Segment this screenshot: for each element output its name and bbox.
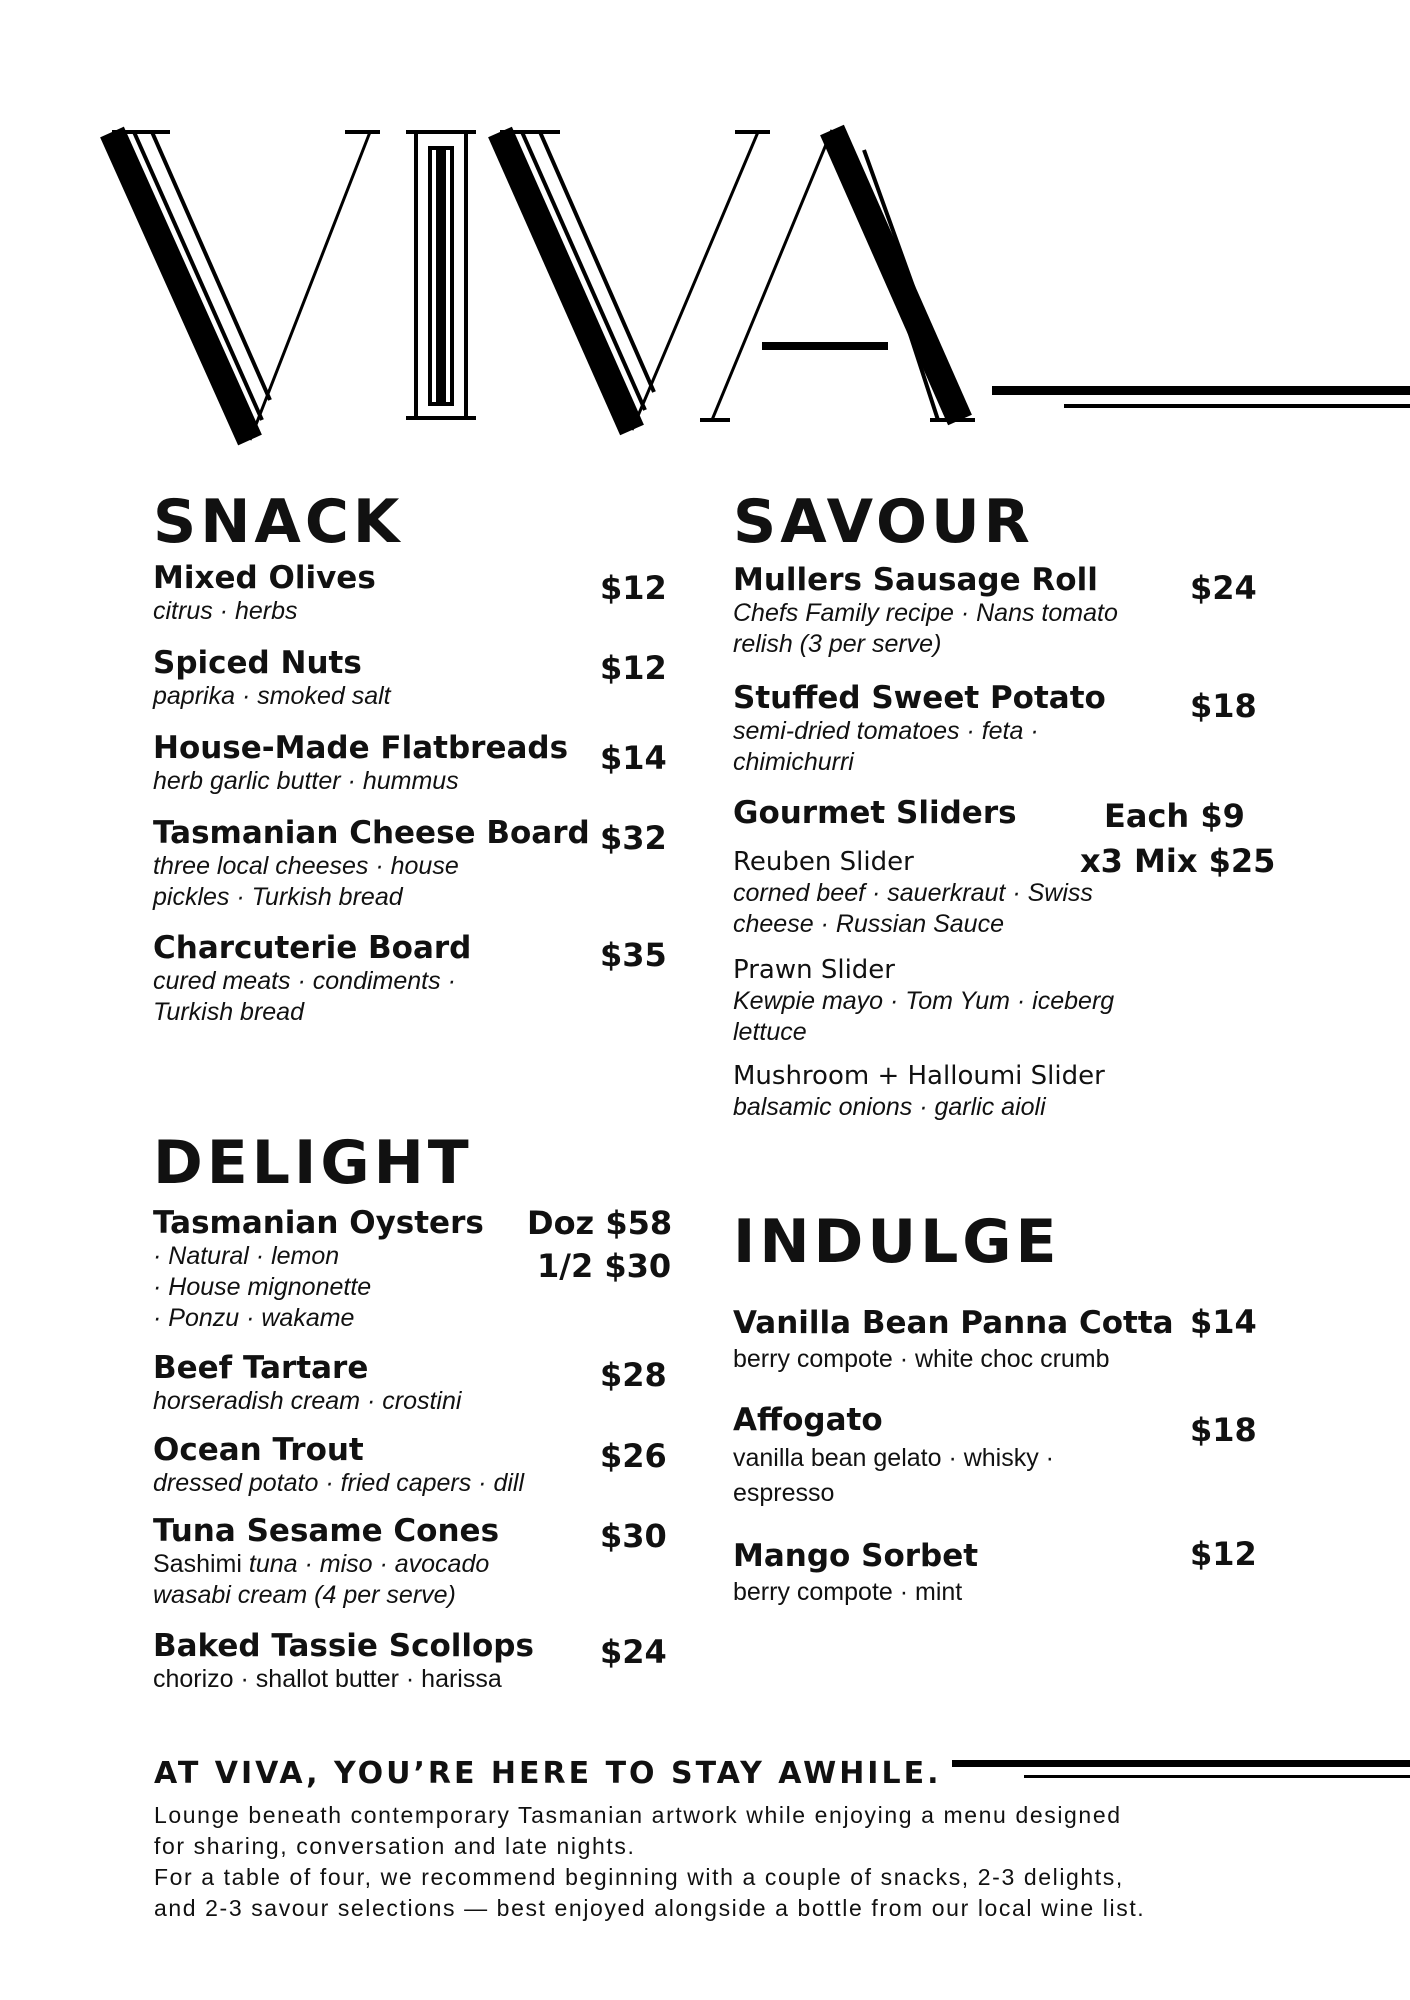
item-name: Mango Sorbet (733, 1538, 979, 1574)
item-price: $18 (1190, 687, 1257, 725)
menu-item (153, 560, 376, 627)
item-price: x3 Mix $25 (1080, 842, 1276, 880)
item-desc: berry compote · mint (733, 1578, 963, 1606)
item-name: Mushroom + Halloumi Slider (733, 1061, 1105, 1091)
item-price: $14 (600, 739, 667, 777)
menu-item (733, 562, 1118, 660)
indulge-title: INDULGE (733, 1207, 1061, 1277)
item-desc: semi-dried tomatoes · feta · (733, 717, 1039, 745)
item-price: Each $9 (1104, 797, 1245, 835)
item-price: $30 (600, 1517, 667, 1555)
item-name: Beef Tartare (153, 1350, 369, 1386)
item-desc: paprika · smoked salt (153, 682, 391, 710)
item-price: $35 (600, 936, 667, 974)
item-name: Prawn Slider (733, 955, 895, 985)
item-desc: Turkish bread (153, 998, 304, 1026)
item-price: $32 (600, 819, 667, 857)
item-desc-prefix: Sashimi (153, 1550, 242, 1578)
item-name: Reuben Slider (733, 847, 914, 877)
item-name: Spiced Nuts (153, 645, 362, 681)
item-name: Baked Tassie Scollops (153, 1628, 534, 1664)
item-price: $26 (600, 1437, 667, 1475)
item-desc: espresso (733, 1479, 835, 1507)
item-name: Tasmanian Oysters (153, 1205, 484, 1241)
item-desc: corned beef · sauerkraut · Swiss (733, 879, 1093, 907)
item-name: Tasmanian Cheese Board (153, 815, 590, 851)
item-desc: · Ponzu · wakame (153, 1304, 355, 1332)
item-price: $24 (1190, 569, 1257, 607)
item-name: House-Made Flatbreads (153, 730, 569, 766)
item-name: Ocean Trout (153, 1432, 364, 1468)
menu-item (733, 680, 1106, 778)
menu-item (153, 930, 471, 1028)
item-price: $28 (600, 1356, 667, 1394)
item-desc: balsamic onions · garlic aioli (733, 1093, 1046, 1121)
item-desc-rest: tuna · miso · avocado (241, 1550, 490, 1578)
item-desc: dressed potato · fried capers · dill (153, 1469, 525, 1497)
item-price: 1/2 $30 (537, 1247, 672, 1285)
item-desc: cheese · Russian Sauce (733, 910, 1004, 938)
item-desc: vanilla bean gelato · whisky · (733, 1444, 1054, 1472)
menu-item (153, 645, 391, 712)
footer-tagline: AT VIVA, YOU’RE HERE TO STAY AWHILE. (154, 1756, 942, 1791)
item-desc: wasabi cream (4 per serve) (153, 1581, 456, 1609)
snack-title: SNACK (153, 487, 404, 557)
footer-text: for sharing, conversation and late nights. (154, 1833, 636, 1859)
footer-text: Lounge beneath contemporary Tasmanian artwork while enjoying a menu designed (154, 1802, 1122, 1828)
item-desc: · House mignonette (153, 1273, 372, 1301)
footer-text: For a table of four, we recommend beginning with a couple of snacks, 2-3 delights, (154, 1864, 1124, 1890)
item-desc: horseradish cream · crostini (153, 1387, 462, 1415)
item-desc: Chefs Family recipe · Nans tomato (733, 599, 1118, 627)
menu-item (153, 815, 590, 913)
item-name: Gourmet Sliders (733, 795, 1017, 831)
item-desc: · Natural · lemon (153, 1242, 340, 1270)
item-desc (153, 1549, 499, 1580)
item-desc: pickles · Turkish bread (153, 883, 403, 911)
item-name: Tuna Sesame Cones (153, 1513, 500, 1549)
item-desc: three local cheeses · house (153, 852, 459, 880)
footer-rule-thick (952, 1760, 1410, 1767)
slider-item (733, 1060, 1105, 1123)
slider-item (733, 954, 1114, 1048)
item-desc: chimichurri (733, 748, 854, 776)
menu-item (733, 1538, 978, 1608)
item-name: Stuffed Sweet Potato (733, 680, 1106, 716)
item-desc: cured meats · condiments · (153, 967, 456, 995)
item-name: Mullers Sausage Roll (733, 562, 1098, 598)
item-price: $12 (600, 569, 667, 607)
logo-rule-thin (1064, 404, 1410, 408)
item-name: Charcuterie Board (153, 930, 472, 966)
footer-rule-thin (1024, 1775, 1410, 1778)
menu-item (153, 1350, 461, 1417)
item-desc: Kewpie mayo · Tom Yum · iceberg (733, 987, 1115, 1015)
sliders-heading (733, 795, 1017, 831)
menu-item (733, 1305, 1174, 1375)
logo-letter-v2 (500, 132, 770, 430)
item-desc: berry compote · white choc crumb (733, 1345, 1110, 1373)
item-desc: citrus · herbs (153, 597, 298, 625)
logo-letter-i (406, 132, 476, 418)
item-price: $14 (1190, 1303, 1257, 1341)
delight-title: DELIGHT (153, 1128, 473, 1198)
item-desc: lettuce (733, 1018, 807, 1046)
menu-item (153, 1513, 499, 1611)
item-desc: relish (3 per serve) (733, 630, 942, 658)
savour-title: SAVOUR (733, 487, 1034, 557)
item-price: $12 (600, 649, 667, 687)
menu-item (153, 1205, 484, 1334)
item-desc: chorizo · shallot butter · harissa (153, 1665, 502, 1693)
item-price: Doz $58 (527, 1204, 673, 1242)
menu-item (153, 730, 568, 797)
menu-item (153, 1432, 524, 1499)
item-desc: herb garlic butter · hummus (153, 767, 459, 795)
item-price: $12 (1190, 1535, 1257, 1573)
logo-letter-v1 (112, 132, 380, 440)
item-name: Vanilla Bean Panna Cotta (733, 1305, 1174, 1341)
menu-item (153, 1628, 534, 1695)
item-price: $18 (1190, 1411, 1257, 1449)
slider-item (733, 846, 1093, 940)
footer-text: and 2-3 savour selections — best enjoyed alongside a bottle from our local wine list. (154, 1895, 1146, 1921)
logo-rule-thick (992, 386, 1410, 395)
menu-item (733, 1402, 1054, 1511)
item-price: $24 (600, 1633, 667, 1671)
item-name: Affogato (733, 1402, 883, 1438)
item-name: Mixed Olives (153, 560, 376, 596)
